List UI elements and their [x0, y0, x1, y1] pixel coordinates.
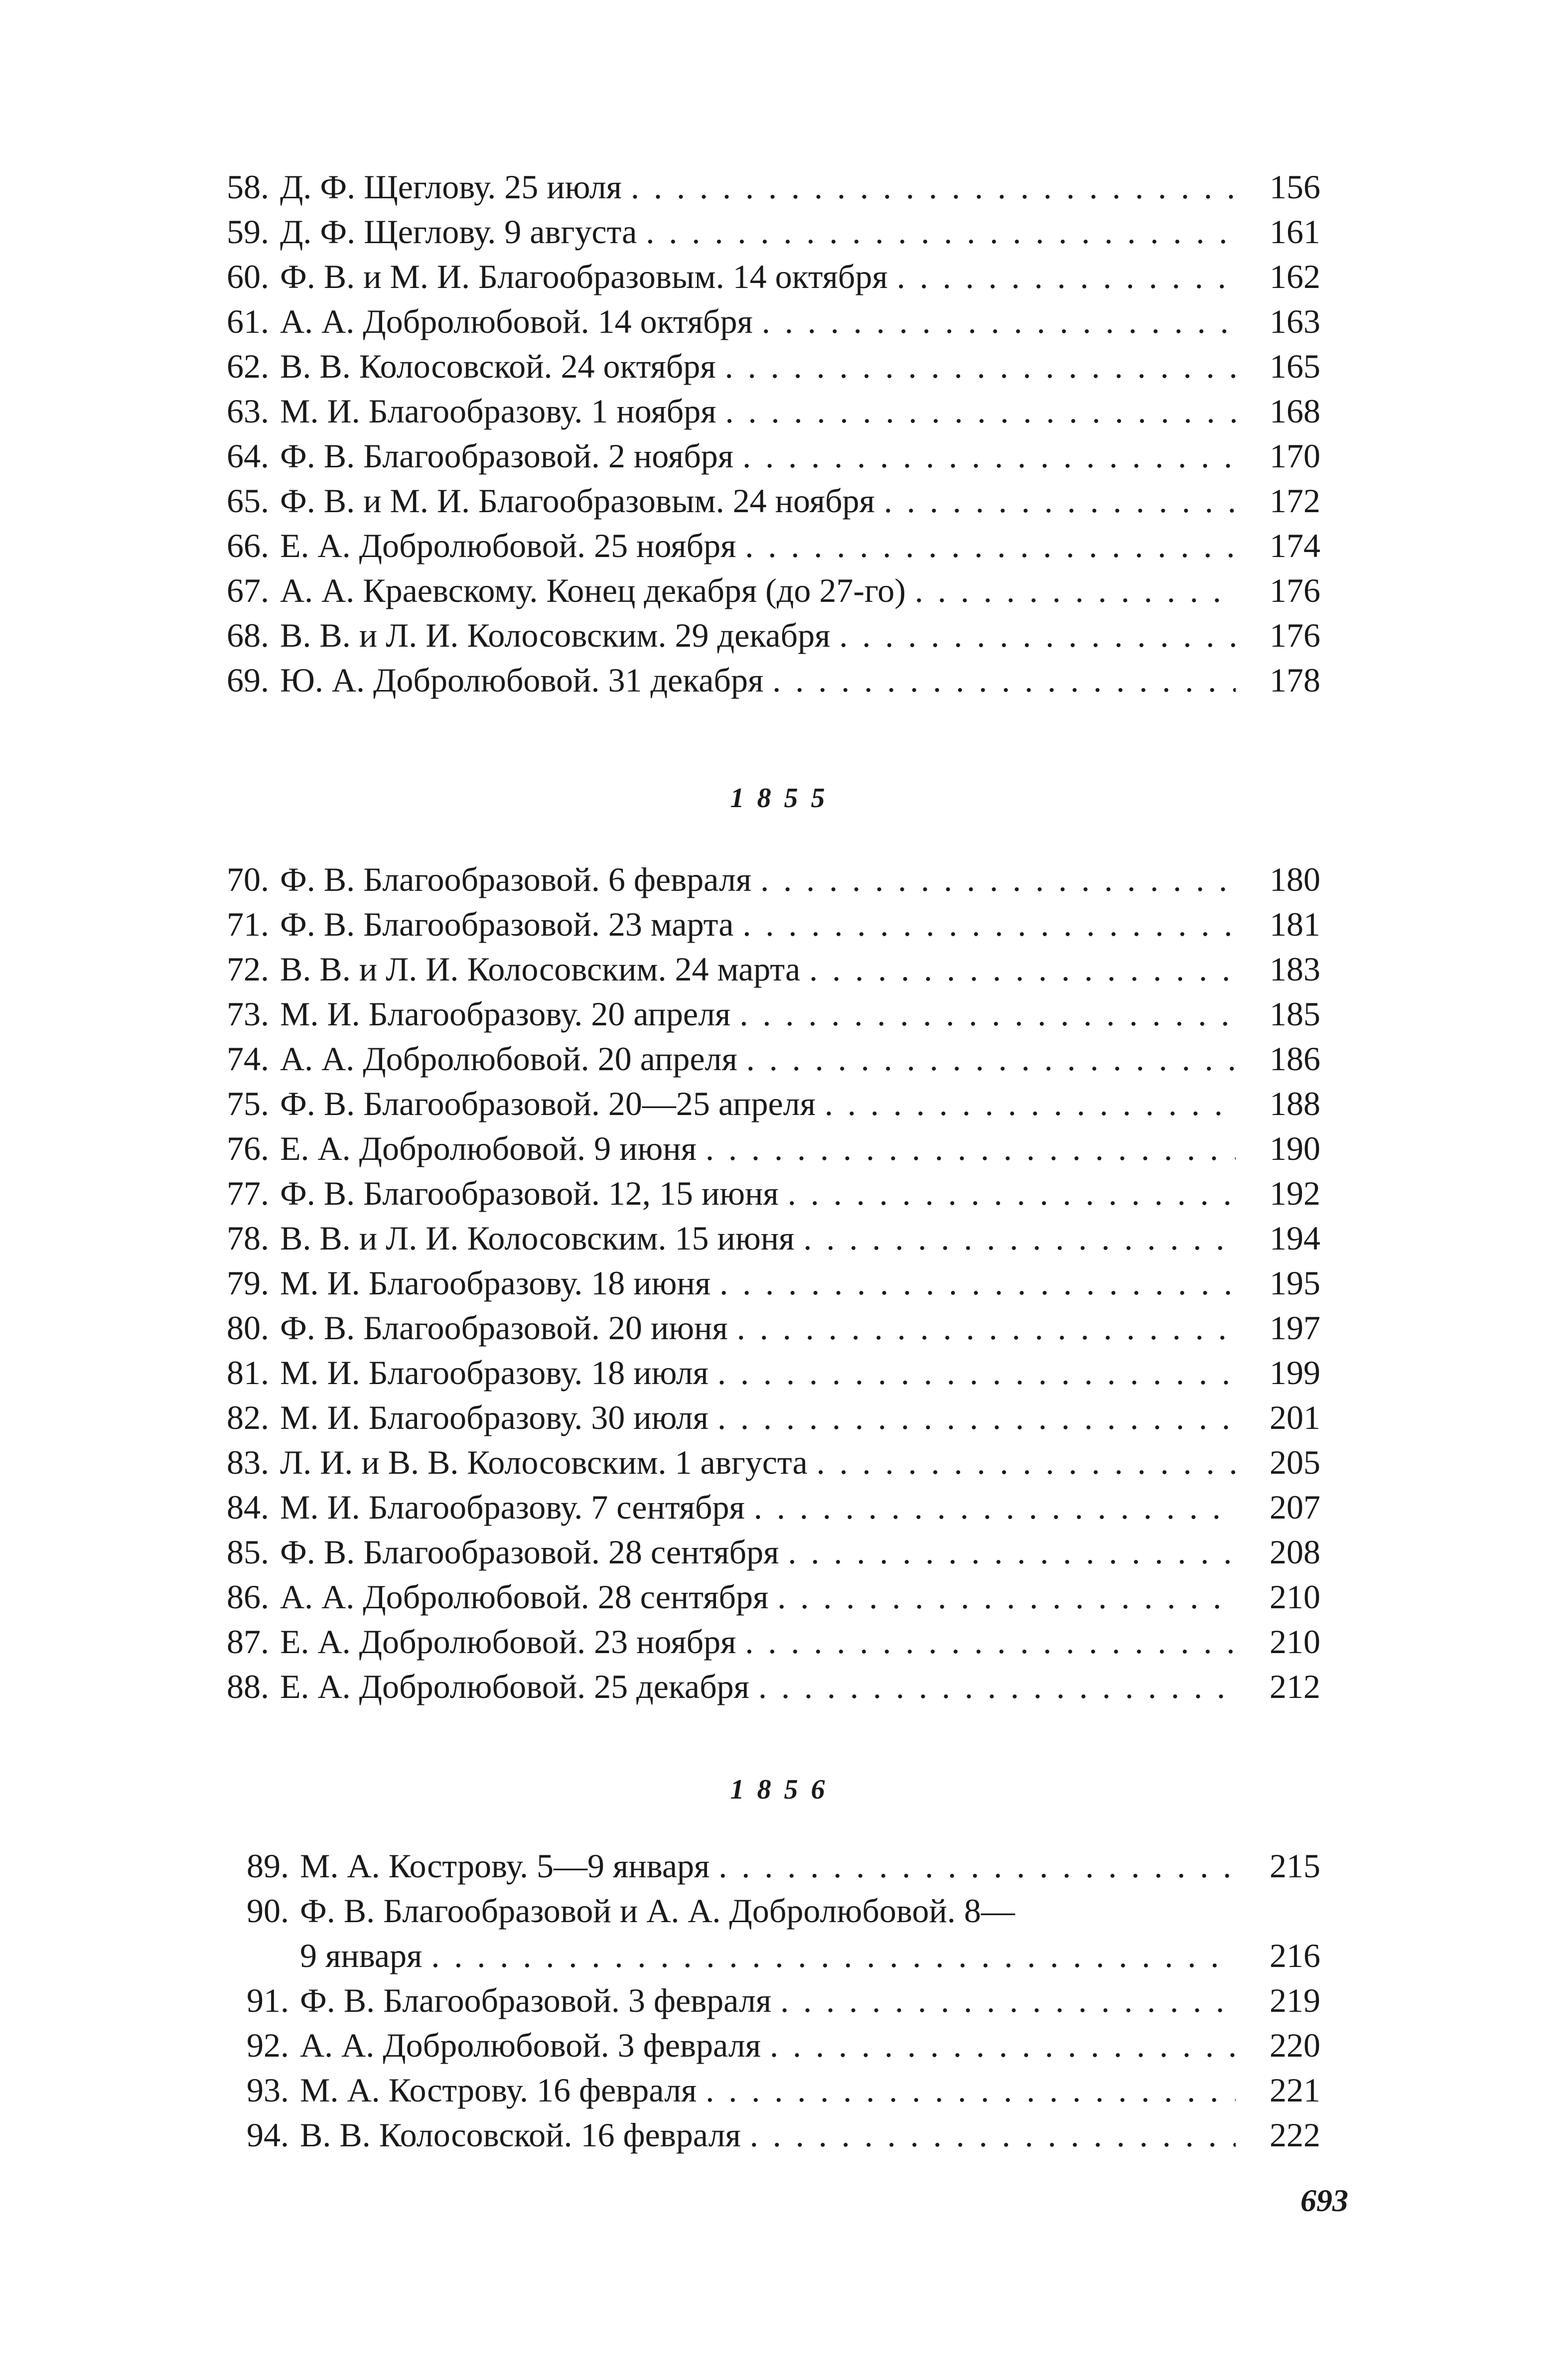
- dot-leader: [746, 1036, 1236, 1081]
- toc-entry: [199, 344, 1320, 389]
- toc-entry: [199, 947, 1320, 991]
- entry-title: Ф. В. Благообразовой. 2 ноября: [280, 437, 734, 475]
- entry-number: 70.: [227, 860, 269, 898]
- toc-entry: [199, 991, 1320, 1036]
- entry-title: А. А. Добролюбовой. 14 октября: [280, 302, 753, 340]
- entry-title: Ф. В. Благообразовой. 20 июня: [280, 1309, 728, 1347]
- entry-title: Е. А. Добролюбовой. 25 декабря: [280, 1668, 749, 1705]
- entry-page-number: 186: [1270, 1040, 1320, 1078]
- entry-page-number: 176: [1270, 571, 1320, 609]
- entry-number: 75.: [227, 1085, 269, 1122]
- toc-entry: [199, 1126, 1320, 1171]
- entry-page-number: 162: [1270, 258, 1320, 295]
- toc-entry: [219, 1888, 1320, 1933]
- entry-page-number: 185: [1270, 995, 1320, 1033]
- entry-title: М. И. Благообразову. 18 июля: [280, 1354, 709, 1392]
- entry-page-number: 207: [1270, 1488, 1320, 1526]
- dot-leader: [725, 344, 1236, 389]
- entry-title: Е. А. Добролюбовой. 23 ноября: [280, 1623, 736, 1661]
- toc-entry: [199, 523, 1320, 568]
- entry-title: А. А. Краевскому. Конец декабря (до 27-го): [280, 571, 906, 609]
- entry-page-number: 172: [1270, 482, 1320, 520]
- toc-entry: [199, 857, 1320, 902]
- toc-entry: [199, 164, 1320, 209]
- entry-page-number: 161: [1270, 213, 1320, 251]
- dot-leader: [706, 2068, 1236, 2112]
- entry-title: Ф. В. Благообразовой. 20—25 апреля: [280, 1085, 816, 1122]
- entry-title: Ф. В. Благообразовой. 23 марта: [280, 905, 734, 943]
- dot-leader: [717, 1395, 1236, 1440]
- entry-number: 79.: [227, 1264, 269, 1302]
- entry-number: 76.: [227, 1129, 269, 1167]
- entry-number: 90.: [247, 1892, 289, 1930]
- entry-page-number: 208: [1270, 1533, 1320, 1571]
- entry-number: 85.: [227, 1533, 269, 1571]
- entry-number: 58.: [227, 168, 269, 206]
- entry-number: 72.: [227, 950, 269, 988]
- entry-title: А. А. Добролюбовой. 3 февраля: [300, 2026, 761, 2064]
- toc-entry: [199, 1171, 1320, 1216]
- toc-entry: [199, 1664, 1320, 1709]
- entry-title: В. В. Колосовской. 16 февраля: [300, 2116, 741, 2154]
- entry-title: Ф. В. Благообразовой. 3 февраля: [300, 1981, 772, 2019]
- year-heading-1855: 1855: [730, 783, 838, 814]
- entry-number: 94.: [247, 2116, 289, 2154]
- entry-page-number: 163: [1270, 302, 1320, 340]
- toc-entry: [199, 1485, 1320, 1530]
- toc-entry: [199, 1530, 1320, 1574]
- toc-entry: [199, 1260, 1320, 1305]
- toc-entry: [199, 1216, 1320, 1260]
- page-number: 693: [1300, 2183, 1348, 2218]
- entry-title: Ю. А. Добролюбовой. 31 декабря: [280, 661, 764, 699]
- toc-entry: [199, 1395, 1320, 1440]
- dot-leader: [725, 389, 1236, 433]
- entry-page-number: 210: [1270, 1623, 1320, 1661]
- dot-leader: [760, 857, 1236, 902]
- entry-page-number: 215: [1270, 1847, 1320, 1885]
- entry-page-number: 176: [1270, 616, 1320, 654]
- dot-leader: [780, 1978, 1236, 2023]
- entry-number: 82.: [227, 1399, 269, 1436]
- toc-entry: [219, 2112, 1320, 2157]
- dot-leader: [762, 299, 1236, 344]
- entry-page-number: 201: [1270, 1399, 1320, 1436]
- dot-leader: [631, 164, 1236, 209]
- entry-page-number: 219: [1270, 1981, 1320, 2019]
- entry-title: Л. И. и В. В. Колосовским. 1 августа: [280, 1443, 808, 1481]
- entry-number: 84.: [227, 1488, 269, 1526]
- entry-number: 73.: [227, 995, 269, 1033]
- dot-leader: [772, 658, 1236, 702]
- toc-entry: [199, 1619, 1320, 1664]
- entry-title: В. В. Колосовской. 24 октября: [280, 347, 716, 385]
- entry-page-number: 180: [1270, 860, 1320, 898]
- entry-number: 67.: [227, 571, 269, 609]
- entry-page-number: 165: [1270, 347, 1320, 385]
- entry-page-number: 168: [1270, 392, 1320, 430]
- entry-number: 68.: [227, 616, 269, 654]
- entry-number: 74.: [227, 1040, 269, 1078]
- dot-leader: [770, 2023, 1236, 2068]
- entry-number: 93.: [247, 2071, 289, 2109]
- entry-title: В. В. и Л. И. Колосовским. 24 марта: [280, 950, 801, 988]
- toc-entry: [199, 613, 1320, 658]
- entry-number: 64.: [227, 437, 269, 475]
- toc-entry: [199, 254, 1320, 299]
- entry-title: Ф. В. Благообразовой. 28 сентября: [280, 1533, 779, 1571]
- entry-page-number: 205: [1270, 1443, 1320, 1481]
- entry-title: М. А. Кострову. 16 февраля: [300, 2071, 697, 2109]
- entry-title: Ф. В. Благообразовой. 6 февраля: [280, 860, 752, 898]
- toc-entry: [199, 478, 1320, 523]
- toc-entry: [199, 299, 1320, 344]
- entry-page-number: 197: [1270, 1309, 1320, 1347]
- entry-number: 91.: [247, 1981, 289, 2019]
- dot-leader: [718, 1843, 1236, 1888]
- toc-entry: [199, 1036, 1320, 1081]
- entry-title: М. И. Благообразову. 7 сентября: [280, 1488, 745, 1526]
- entry-page-number: 178: [1270, 661, 1320, 699]
- entry-title: Ф. В. Благообразовой. 12, 15 июня: [280, 1174, 779, 1212]
- entry-page-number: 222: [1270, 2116, 1320, 2154]
- entry-title: А. А. Добролюбовой. 28 сентября: [280, 1578, 769, 1616]
- dot-leader: [742, 902, 1236, 947]
- entry-title: Д. Ф. Щеглову. 25 июля: [280, 168, 622, 206]
- toc-entry: [199, 902, 1320, 947]
- entry-page-number: 183: [1270, 950, 1320, 988]
- entry-title: Д. Ф. Щеглову. 9 августа: [280, 213, 637, 251]
- dot-leader: [717, 1350, 1236, 1395]
- dot-leader: [646, 209, 1236, 254]
- entry-page-number: 194: [1270, 1219, 1320, 1257]
- entry-number: 92.: [247, 2026, 289, 2064]
- entry-page-number: 190: [1270, 1129, 1320, 1167]
- dot-leader: [758, 1664, 1236, 1709]
- dot-leader: [825, 1081, 1236, 1126]
- entry-page-number: 210: [1270, 1578, 1320, 1616]
- entry-number: 71.: [227, 905, 269, 943]
- entry-number: 60.: [227, 258, 269, 295]
- toc-entry: [199, 1350, 1320, 1395]
- entry-title: Ф. В. и М. И. Благообразовым. 24 ноября: [280, 482, 875, 520]
- entry-page-number: 156: [1270, 168, 1320, 206]
- dot-leader: [739, 991, 1236, 1036]
- entry-page-number: 192: [1270, 1174, 1320, 1212]
- entry-number: 65.: [227, 482, 269, 520]
- dot-leader: [745, 1619, 1236, 1664]
- dot-leader: [788, 1530, 1236, 1574]
- dot-leader: [817, 1440, 1236, 1485]
- entry-page-number: 199: [1270, 1354, 1320, 1392]
- dot-leader: [788, 1171, 1236, 1216]
- dot-leader: [803, 1216, 1236, 1260]
- entry-page-number: 181: [1270, 905, 1320, 943]
- entry-number: 87.: [227, 1623, 269, 1661]
- entry-title: Е. А. Добролюбовой. 9 июня: [280, 1129, 697, 1167]
- entry-number: 86.: [227, 1578, 269, 1616]
- entry-title: 9 января: [300, 1937, 423, 1974]
- entry-number: 69.: [227, 661, 269, 699]
- dot-leader: [897, 254, 1236, 299]
- entry-title: В. В. и Л. И. Колосовским. 29 декабря: [280, 616, 831, 654]
- dot-leader: [777, 1574, 1236, 1619]
- entry-title: М. И. Благообразову. 20 апреля: [280, 995, 731, 1033]
- toc-entry: [219, 2023, 1320, 2068]
- entry-number: 59.: [227, 213, 269, 251]
- entry-title: А. А. Добролюбовой. 20 апреля: [280, 1040, 737, 1078]
- toc-section-1854: [199, 164, 1320, 702]
- dot-leader: [809, 947, 1236, 991]
- entry-title: М. И. Благообразову. 18 июня: [280, 1264, 711, 1302]
- toc-entry: [199, 658, 1320, 702]
- toc-entry: [219, 1978, 1320, 2023]
- entry-page-number: 212: [1270, 1668, 1320, 1705]
- entry-number: 78.: [227, 1219, 269, 1257]
- entry-number: 62.: [227, 347, 269, 385]
- entry-number: 81.: [227, 1354, 269, 1392]
- entry-title: М. И. Благообразову. 30 июля: [280, 1399, 709, 1436]
- entry-title: М. А. Кострову. 5—9 января: [300, 1847, 710, 1885]
- entry-title: Ф. В. и М. И. Благообразовым. 14 октября: [280, 258, 888, 295]
- entry-title: Е. А. Добролюбовой. 25 ноября: [280, 527, 736, 564]
- entry-number: 66.: [227, 527, 269, 564]
- entry-title: В. В. и Л. И. Колосовским. 15 июня: [280, 1219, 795, 1257]
- entry-page-number: 195: [1270, 1264, 1320, 1302]
- entry-number: 88.: [227, 1668, 269, 1705]
- toc-entry: [199, 389, 1320, 433]
- entry-page-number: 174: [1270, 527, 1320, 564]
- toc-entry: [219, 1843, 1320, 1888]
- toc-entry: [199, 1305, 1320, 1350]
- toc-entry: [199, 568, 1320, 613]
- entry-page-number: 220: [1270, 2026, 1320, 2064]
- dot-leader: [839, 613, 1236, 658]
- toc-section-1855: [199, 857, 1320, 1709]
- dot-leader: [706, 1126, 1236, 1171]
- entry-number: 80.: [227, 1309, 269, 1347]
- entry-page-number: 221: [1270, 2071, 1320, 2109]
- year-heading-1856: 1856: [730, 1774, 838, 1805]
- toc-entry: [199, 1574, 1320, 1619]
- entry-number: 63.: [227, 392, 269, 430]
- dot-leader: [915, 568, 1236, 613]
- toc-section-1856: [219, 1843, 1320, 2157]
- toc-entry: [199, 1081, 1320, 1126]
- dot-leader: [754, 1485, 1236, 1530]
- toc-entry: [219, 2068, 1320, 2112]
- toc-entry: [199, 209, 1320, 254]
- dot-leader: [745, 523, 1236, 568]
- dot-leader: [719, 1260, 1236, 1305]
- entry-page-number: 170: [1270, 437, 1320, 475]
- entry-title: Ф. В. Благообразовой и А. А. Добролюбовой. 8—: [300, 1892, 1015, 1930]
- dot-leader: [431, 1933, 1236, 1978]
- entry-page-number: 216: [1270, 1937, 1320, 1974]
- dot-leader: [742, 433, 1236, 478]
- dot-leader: [737, 1305, 1236, 1350]
- entry-page-number: 188: [1270, 1085, 1320, 1122]
- toc-entry: [199, 1440, 1320, 1485]
- entry-number: 83.: [227, 1443, 269, 1481]
- toc-entry: [219, 1933, 1320, 1978]
- entry-number: 61.: [227, 302, 269, 340]
- entry-title: М. И. Благообразову. 1 ноября: [280, 392, 716, 430]
- entry-number: 77.: [227, 1174, 269, 1212]
- entry-number: 89.: [247, 1847, 289, 1885]
- dot-leader: [884, 478, 1236, 523]
- dot-leader: [750, 2112, 1236, 2157]
- toc-entry: [199, 433, 1320, 478]
